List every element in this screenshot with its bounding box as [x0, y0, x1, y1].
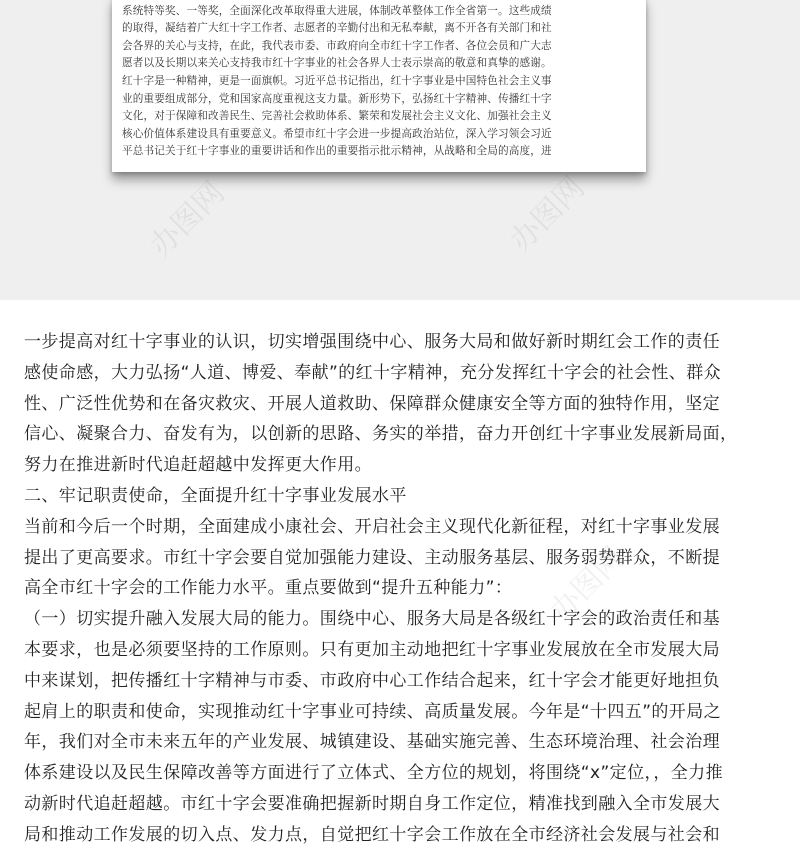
- watermark: 办图网: [543, 540, 632, 629]
- body-line: 当前和今后一个时期，全面建成小康社会、开启社会主义现代化新征程，对红十字事业发展: [24, 516, 720, 537]
- document-body: [24, 327, 784, 851]
- preview-line: 文化，对于保障和改善民生、完善社会救助体系、繁荣和发展社会主义文化、加强社会主义: [122, 110, 552, 123]
- section-heading: 二、牢记职责使命，全面提升红十字事业发展水平: [24, 485, 407, 506]
- body-line: 年，我们对全市未来五年的产业发展、城镇建设、基础实施完善、生态环境治理、社会治理: [24, 732, 720, 753]
- preview-line: 核心价值体系建设具有重要意义。希望市红十字会进一步提高政治站位，深入学习领会习近: [122, 127, 552, 140]
- body-line: 感使命感，大力弘扬“人道、博爱、奉献”的红十字精神，充分发挥红十字会的社会性、群众: [24, 362, 722, 383]
- body-line: 动新时代追赶超越。市红十字会要准确把握新时期自身工作定位，精准找到融入全市发展大: [24, 793, 720, 814]
- body-line: 本要求，也是必须要坚持的工作原则。只有更加主动地把红十字事业发展放在全市发展大局: [24, 639, 720, 660]
- preview-line: 业的重要组成部分，党和国家高度重视这支力量。新形势下，弘扬红十字精神、传播红十字: [122, 92, 552, 105]
- body-line: 一步提高对红十字事业的认识，切实增强围绕中心、服务大局和做好新时期红会工作的责任: [24, 332, 720, 352]
- preview-line: 的取得，凝结着广大红十字工作者、志愿者的辛勤付出和无私奉献，离不开各有关部门和社: [122, 22, 552, 35]
- body-line: 起肩上的职责和使命，实现推动红十字事业可持续、高质量发展。今年是“十四五”的开局之: [24, 701, 722, 722]
- body-line: 信心、凝聚合力、奋发有为，以创新的思路、务实的举措，奋力开创红十字事业发展新局面，: [24, 424, 738, 445]
- preview-line: 愿者以及长期以来关心支持我市红十字事业的社会各界人士表示崇高的敬意和真挚的感谢。: [122, 57, 552, 70]
- preview-line: 平总书记关于红十字事业的重要讲话和作出的重要指示批示精神，从战略和全局的高度，进: [122, 145, 552, 158]
- preview-line: 会各界的关心与支持，在此，我代表市委、市政府向全市红十字工作者、各位会员和广大志: [122, 39, 552, 52]
- body-line: 中来谋划，把传播红十字精神与市委、市政府中心工作结合起来，红十字会才能更好地担负: [24, 670, 720, 691]
- body-line: （一）切实提升融入发展大局的能力。围绕中心、服务大局是各级红十字会的政治责任和基: [24, 609, 720, 630]
- body-line: 提出了更高要求。市红十字会要自觉加强能力建设、主动服务基层、服务弱势群众，不断提: [24, 547, 720, 568]
- body-line: 体系建设以及民生保障改善等方面进行了立体式、全方位的规划，将围绕“x”定位，，全力推: [24, 763, 723, 784]
- body-line: 性、广泛性优势和在备灾救灾、开展人道救助、保障群众健康安全等方面的独特作用，坚定: [24, 393, 720, 414]
- preview-line: 红十字是一种精神，更是一面旗帜。习近平总书记指出，红十字事业是中国特色社会主义事: [122, 74, 552, 87]
- document-preview-card: [112, 0, 646, 172]
- body-line: 局和推动工作发展的切入点、发力点，自觉把红十字会工作放在全市经济社会发展与社会和: [24, 824, 720, 845]
- preview-line: 系统特等奖、一等奖，全面深化改革取得重大进展，体制改革整体工作全省第一。这些成绩: [122, 4, 552, 17]
- preview-text-block: [122, 0, 638, 161]
- body-line: 高全市红十字会的工作能力水平。重点要做到“提升五种能力”：: [24, 578, 513, 599]
- body-line: 努力在推进新时代追赶超越中发挥更大作用。: [24, 455, 372, 476]
